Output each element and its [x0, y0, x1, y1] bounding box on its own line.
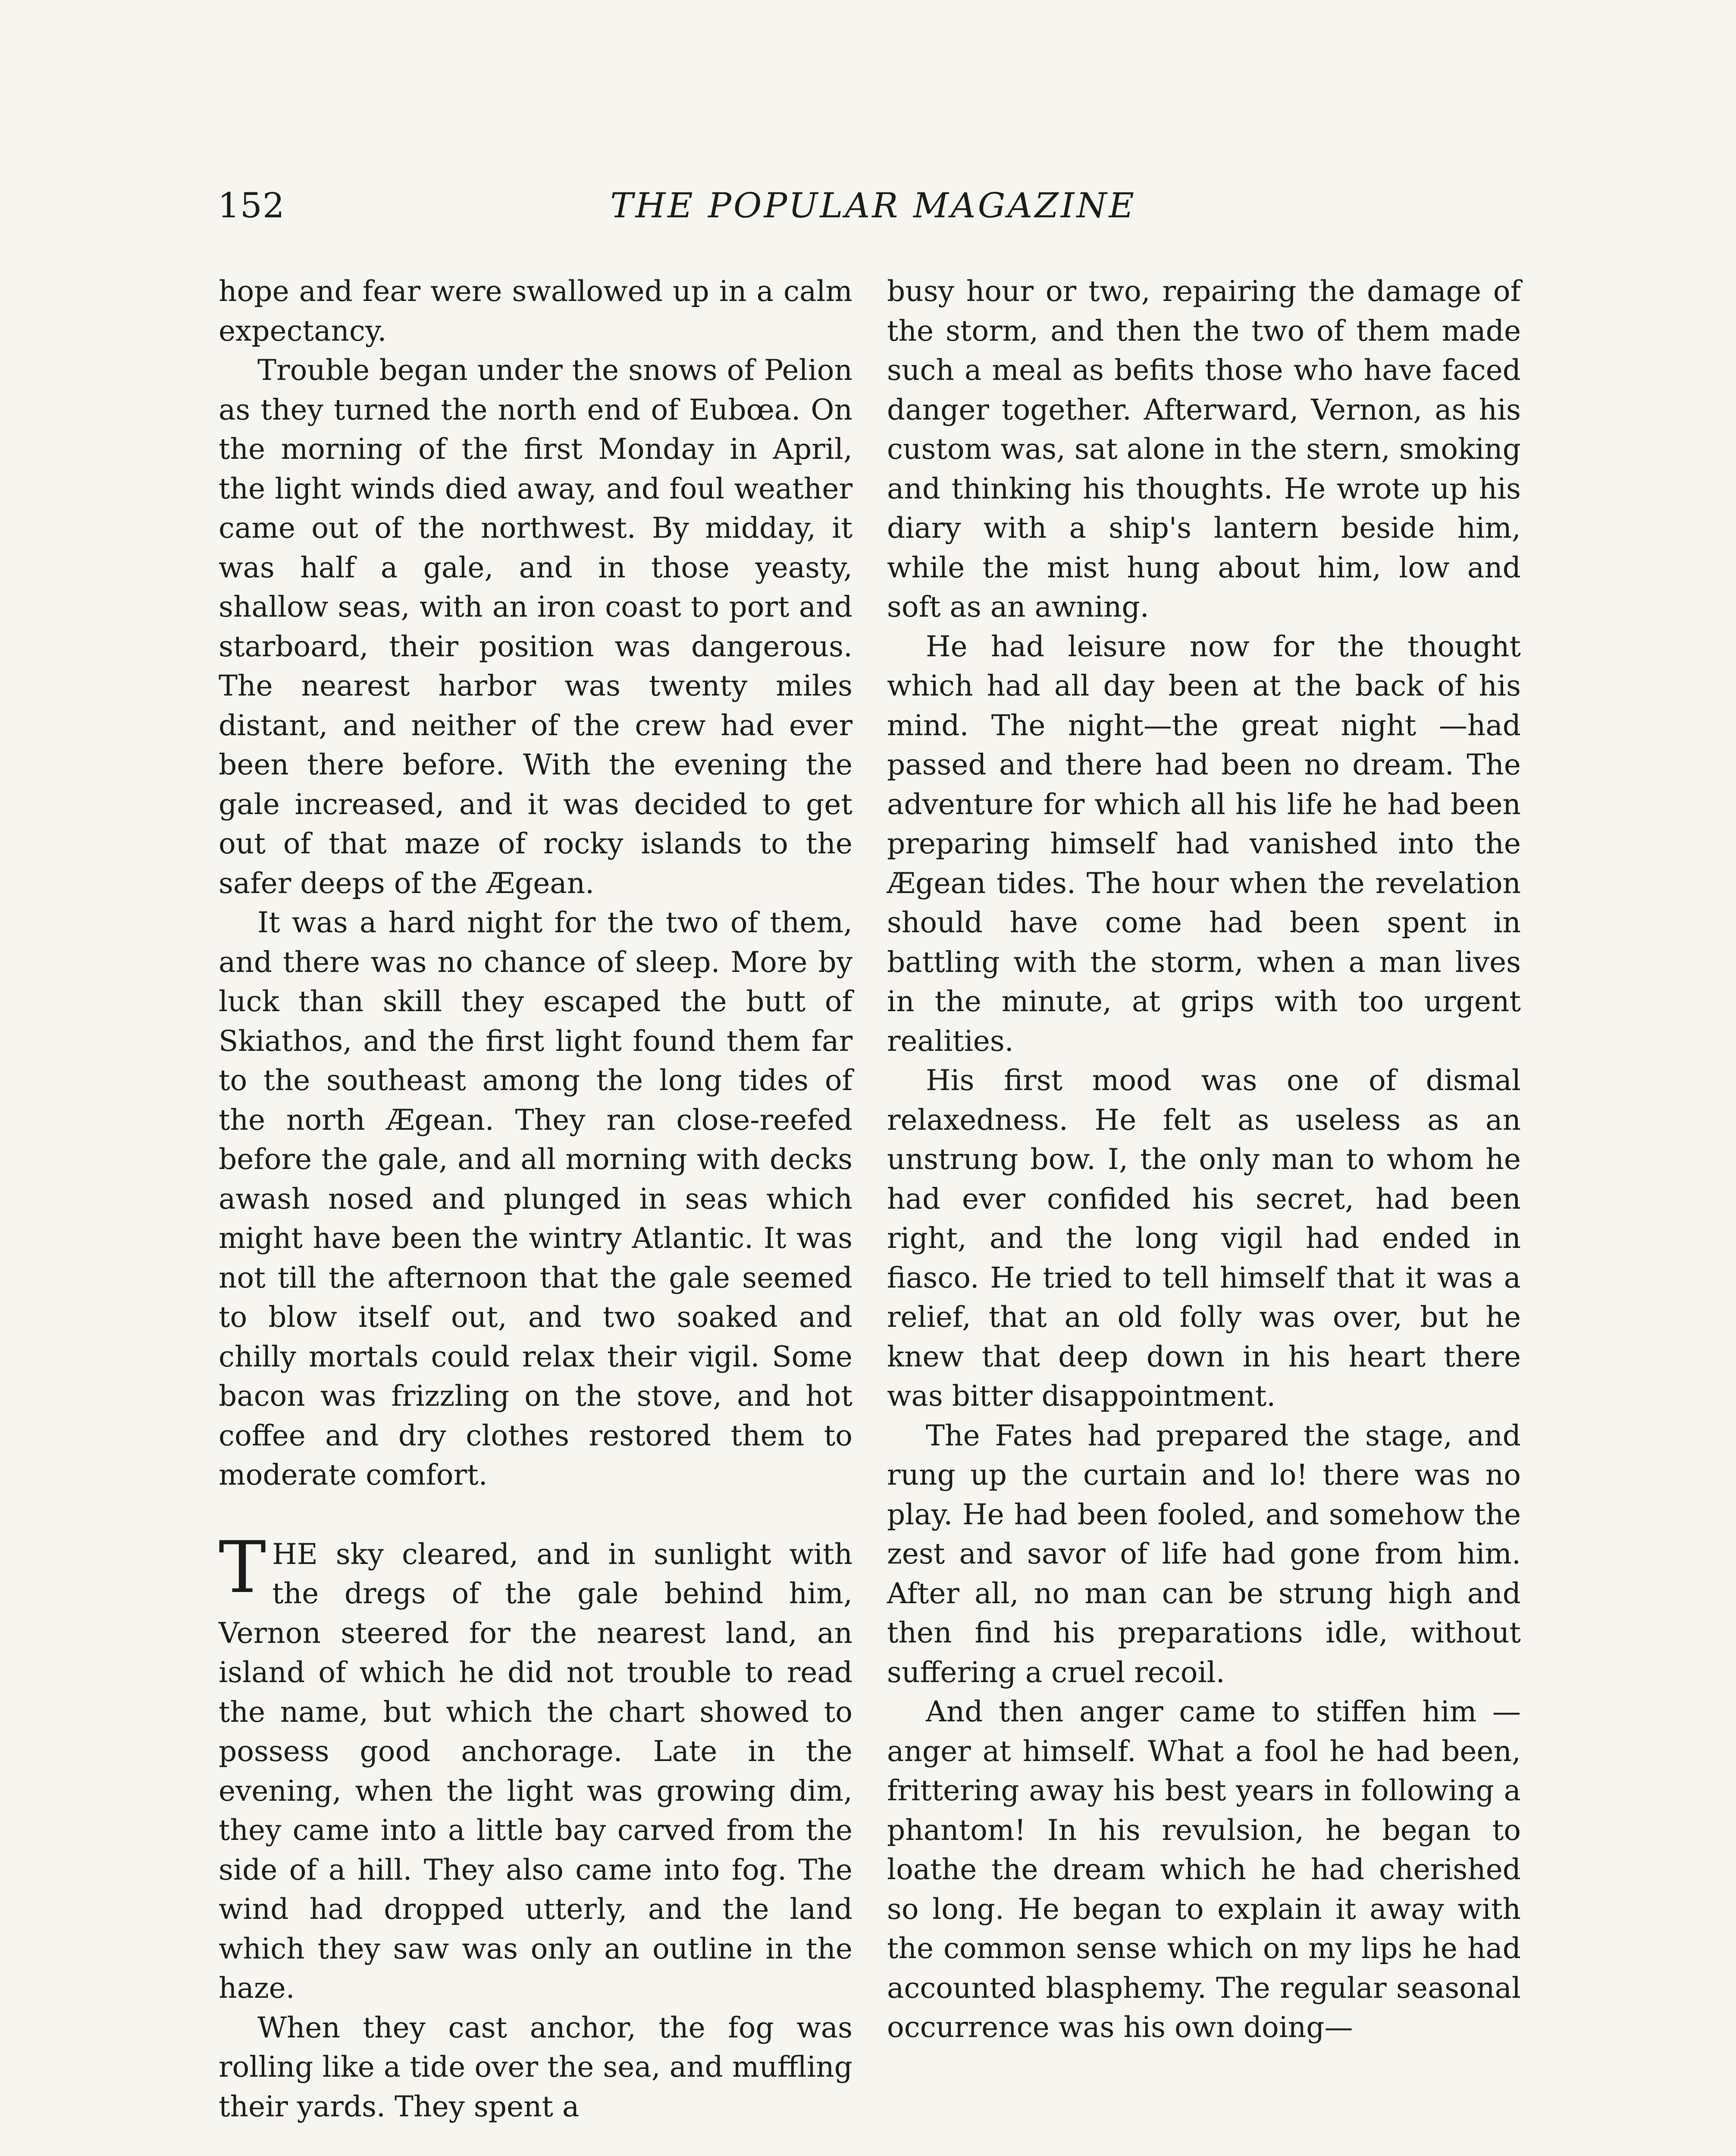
paragraph: hope and fear were swallowed up in a calm expectancy.: [219, 275, 852, 348]
section-opening-paragraph: [219, 1526, 852, 2008]
paragraph: Trouble began under the snows of Pelion as they turned the north end of Eubœa. On the morning of the first Monday in April, the light winds died away, and foul weather came out of the northwest. By midday, it was half a gale, and in those yeasty, shallow seas, with an iron coast to port and starboard, their position was dangerous. The nearest harbor was twenty miles distant, and neither of the crew had ever been there before. With the evening the gale increased, and it was decided to get out of that maze of rocky islands to the safer deeps of the Ægean.: [219, 354, 852, 900]
left-column: [219, 272, 852, 2126]
paragraph: The Fates had prepared the stage, and rung up the curtain and lo! there was no play. He had been fooled, and somehow the zest and savor of life had gone from him. After all, no man can be strung high and then find his preparations idle, without suffering a cruel recoil.: [887, 1419, 1521, 1689]
drop-cap: T: [219, 1526, 266, 1609]
paragraph: When they cast anchor, the fog was rolling like a tide over the sea, and muffling their yards. They spent a: [219, 2011, 852, 2123]
paragraph: He had leisure now for the thought which had all day been at the back of his mind. The night—the great night —had passed and there had been no dream. The adventure for which all his life he had been preparing himself had vanished into the Ægean tides. The hour when the revelation should have come had been spent in battling with the storm, when a man lives in the minute, at grips with too urgent realities.: [887, 630, 1521, 1058]
paragraph: His first mood was one of dismal relaxedness. He felt as useless as an unstrung bow. I, the only man to whom he had ever confided his secret, had been right, and the long vigil had ended in fiasco. He tried to tell himself that it was a relief, that an old folly was over, but he knew that deep down in his heart there was bitter disappointment.: [887, 1064, 1521, 1413]
paragraph: busy hour or two, repairing the damage of the storm, and then the two of them made such a meal as befits those who have faced danger together. Afterward, Vernon, as his custom was, sat alone in the stern, smoking and thinking his thoughts. He wrote up his diary with a ship's lantern beside him, while the mist hung about him, low and soft as an awning.: [887, 275, 1521, 624]
page-number: 152: [218, 185, 285, 226]
paragraph: And then anger came to stiffen him —anger at himself. What a fool he had been, frittering away his best years in following a phantom! In his revulsion, he began to loathe the dream which he had cherished so long. He began to explain it away with the common sense which on my lips he had accounted blasphemy. The regular seasonal occurrence was his own doing—: [887, 1695, 1521, 2044]
right-column: [887, 272, 1521, 2047]
paragraph-text: HE sky cleared, and in sunlight with the dregs of the gale behind him, Vernon steered for the nearest land, an island of which he did not trouble to read the name, but which the chart showed to possess good anchorage. Late in the evening, when the light was growing dim, they came into a little bay carved from the side of a hill. They also came into fog. The wind had dropped utterly, and the land which they saw was only an outline in the haze.: [219, 1537, 852, 2005]
paragraph: It was a hard night for the two of them, and there was no chance of sleep. More by luck than skill they escaped the butt of Skiathos, and the first light found them far to the southeast among the long tides of the north Ægean. They ran close-reefed before the gale, and all morning with decks awash nosed and plunged in seas which might have been the wintry Atlantic. It was not till the afternoon that the gale seemed to blow itself out, and two soaked and chilly mortals could relax their vigil. Some bacon was frizzling on the stove, and hot coffee and dry clothes restored them to moderate comfort.: [219, 906, 852, 1492]
running-head-title: THE POPULAR MAGAZINE: [610, 185, 1136, 226]
